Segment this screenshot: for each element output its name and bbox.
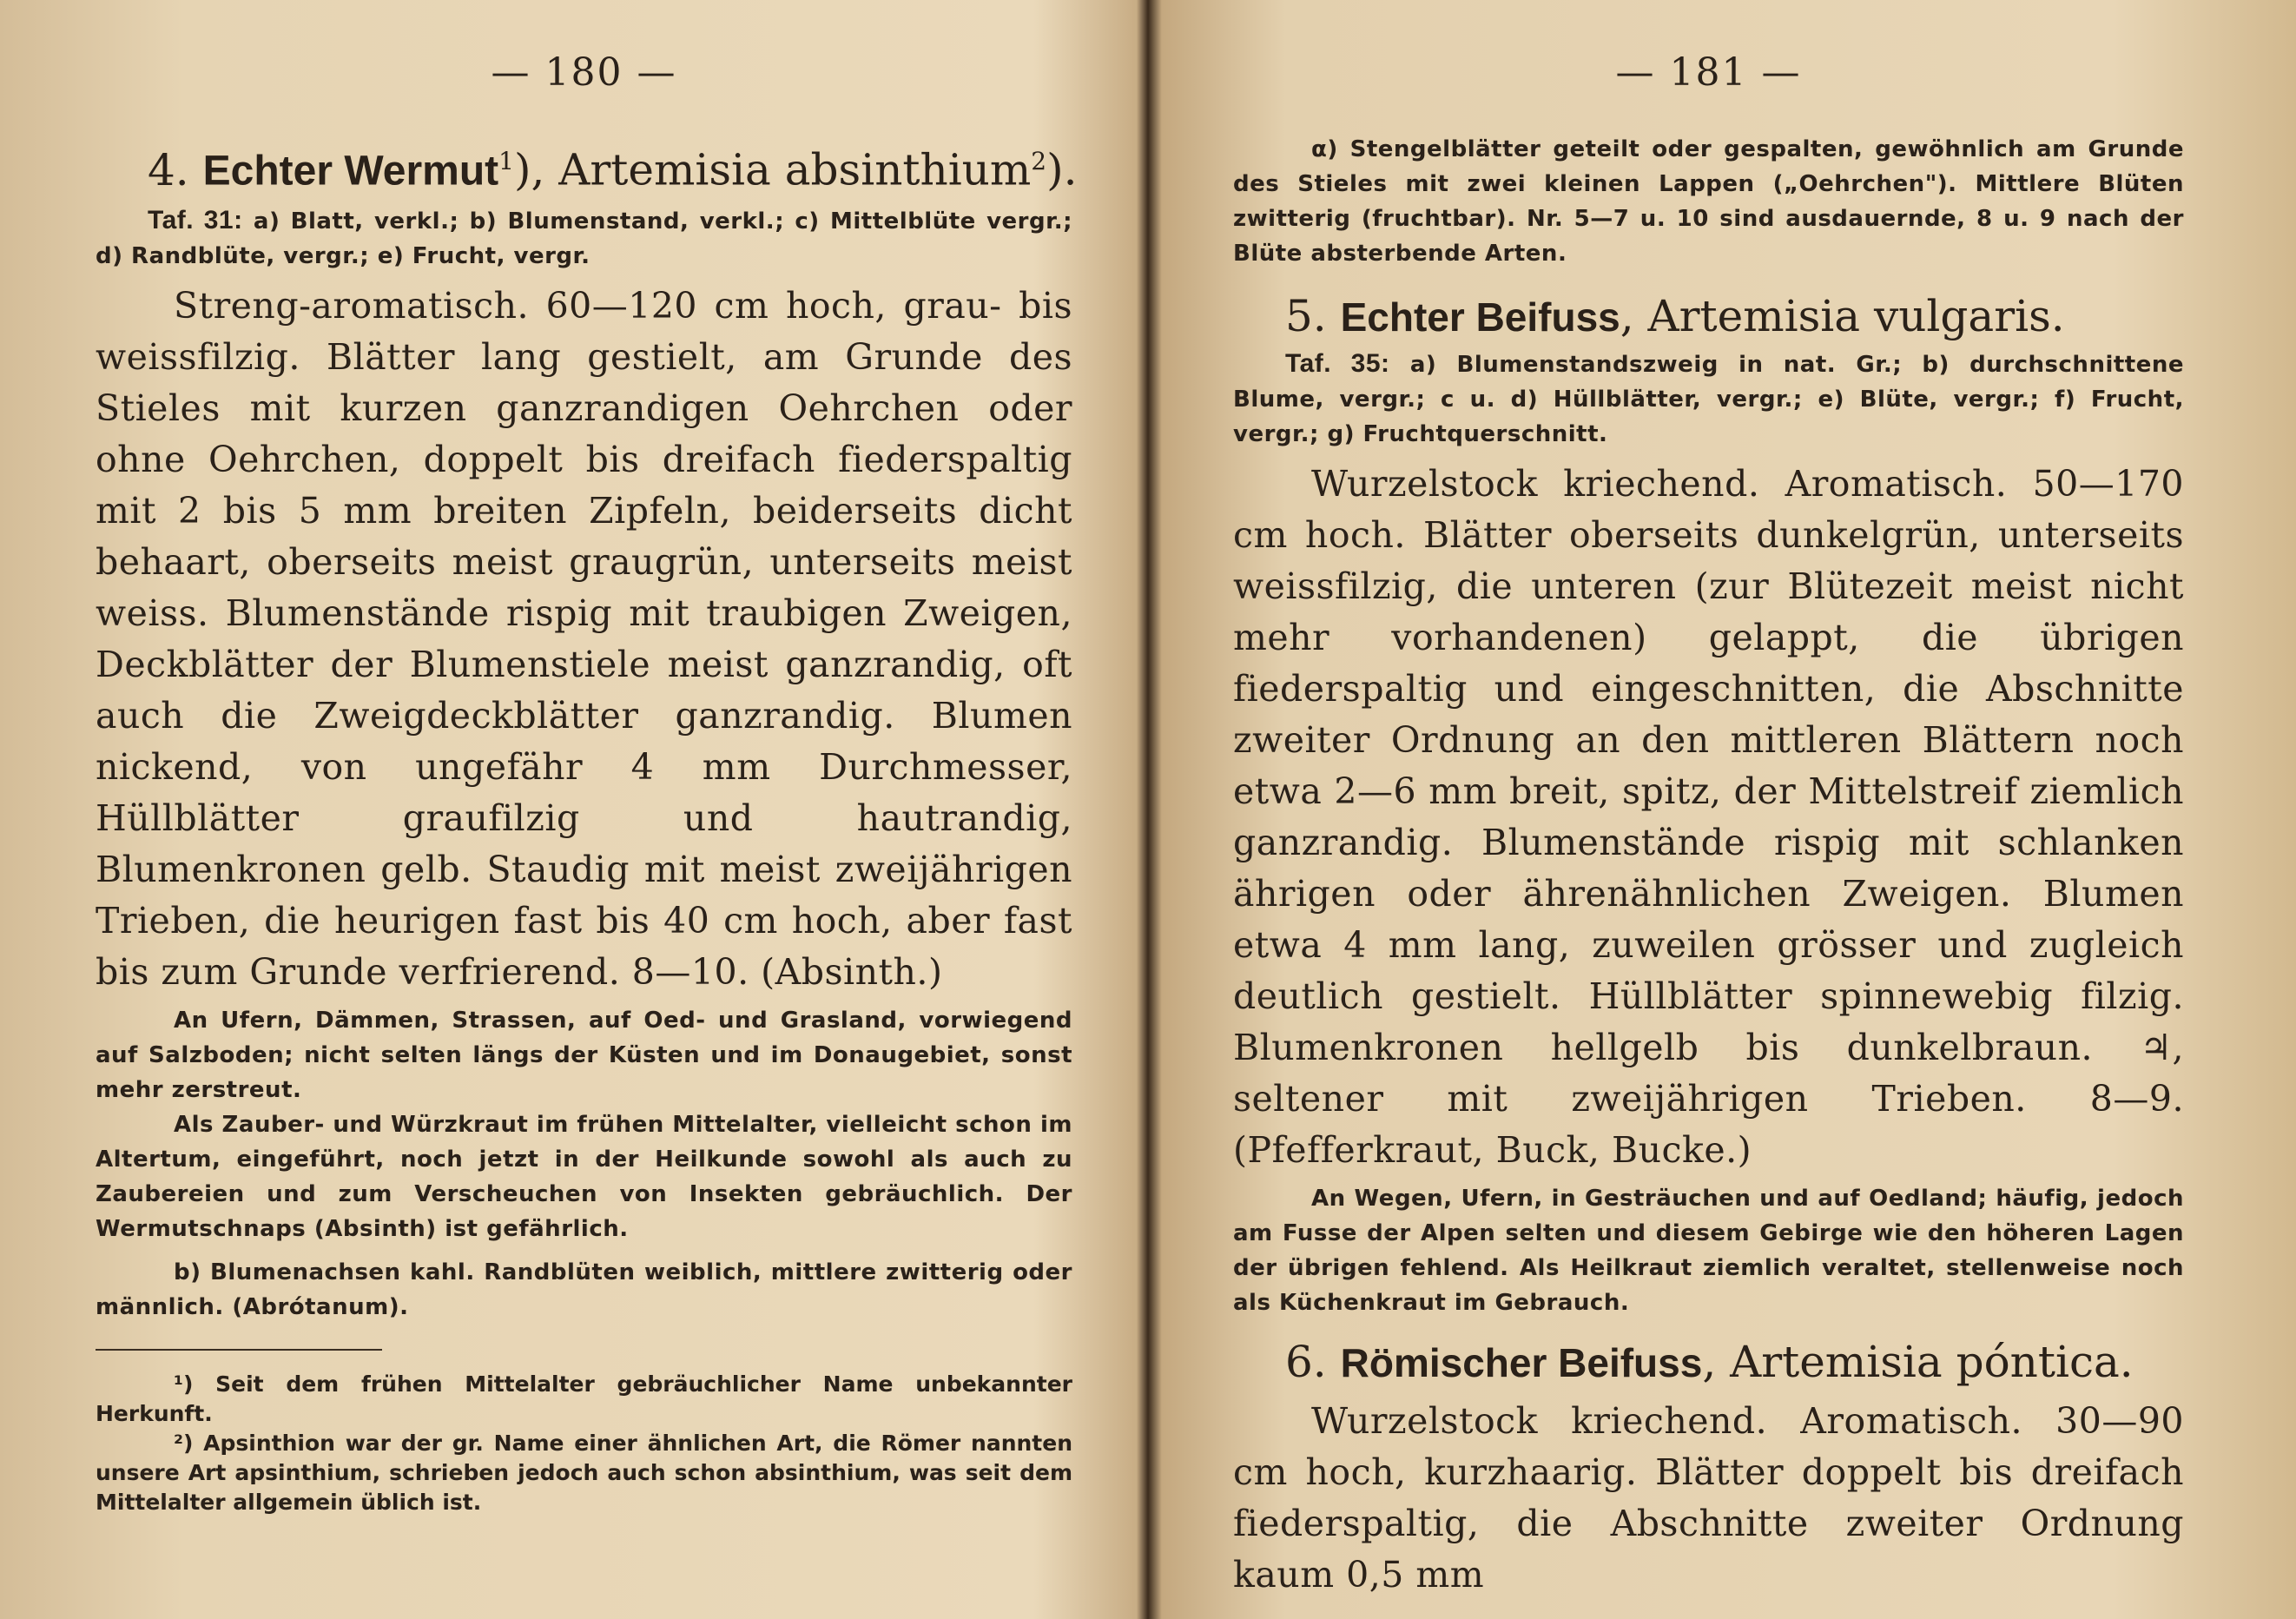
habitat-text: An Ufern, Dämmen, Strassen, auf Oed- und Grasland, vorwiegend auf Salzboden; nicht selten längs der Küsten und im Donaugebiet, sonst mehr zerstreut. bbox=[96, 1007, 1072, 1103]
footnote-1: ¹) Seit dem frühen Mittelalter gebräuchlicher Name unbekannter Herkunft. bbox=[96, 1371, 1072, 1426]
species-name: Echter Wermut bbox=[202, 148, 499, 195]
species-description: Wurzelstock kriechend. Aromatisch. 50—170 cm hoch. Blätter oberseits dunkelgrün, unterseits weissfilzig, die unteren (zur Blütezeit meist nicht mehr vorhandenen) gelappt, die übrigen fiederspaltig und eingeschnitten, die Abschnitte zweiter Ordnung an den mittleren Blättern noch etwa 2—6 mm breit, spitz, der Mittelstreif ziemlich ganzrandig. Blumenstände rispig mit schlanken ährigen oder ährenähnlichen Zweigen. Blumen etwa 4 mm lang, zuweilen grösser und zugleich deutlich gestielt. Hüllblätter spinnewebig filzig. Blumenkronen hellgelb bis dunkelbraun. ♃, seltener mit zweijährigen Trieben. 8—9. (Pfefferkraut, Buck, Bucke.) bbox=[1233, 463, 2184, 1171]
page-number: — 180 — bbox=[491, 50, 677, 95]
usage-text: Als Zauber- und Würzkraut im frühen Mittelalter, vielleicht schon im Altertum, eingeführt, noch jetzt in der Heilkunde sowohl als auch zu Zaubereien und zum Verscheuchen von Insekten gebräuchlich. Der Wermutschnaps (Absinth) ist gefährlich. bbox=[96, 1111, 1072, 1242]
species-heading: 5. Echter Beifuss, Artemisia vulgaris. bbox=[1285, 291, 2065, 341]
plate-reference: Taf. 31: a) Blatt, verkl.; b) Blumenstand, verkl.; c) Mittelblüte vergr.; d) Randblüte, vergr.; e) Frucht, vergr. bbox=[96, 205, 1073, 269]
species-name: Echter Beifuss bbox=[1340, 294, 1620, 340]
species-description: Wurzelstock kriechend. Aromatisch. 30—90 cm hoch, kurzhaarig. Blätter doppelt bis dreifach fiederspaltig, die Abschnitte zweiter Ordnung kaum 0,5 mm bbox=[1233, 1400, 2184, 1596]
species-description: Streng-aromatisch. 60—120 cm hoch, grau- bis weissfilzig. Blätter lang gestielt, am Grunde des Stieles mit kurzen ganzrandigen Oehrchen oder ohne Oehrchen, doppelt bis dreifach fiederspaltig mit 2 bis 5 mm breiten Zipfeln, beiderseits dicht behaart, oberseits meist graugrün, unterseits meist weiss. Blumenstände rispig mit traubigen Zweigen, Deckblätter der Blumenstiele meist ganzrandig, oft auch die Zweigdeckblätter ganzrandig. Blumen nickend, von ungefähr 4 mm Durchmesser, Hüllblätter graufilzig und hautrandig, Blumenkronen gelb. Staudig mit meist zweijährigen Trieben, die heurigen fast bis 40 cm hoch, aber fast bis zum Grunde verfrierend. 8—10. (Absinth.) bbox=[96, 284, 1072, 993]
page-number: — 181 — bbox=[1615, 50, 1802, 95]
species-name: Römischer Beifuss bbox=[1340, 1340, 1703, 1385]
footnote-divider bbox=[96, 1349, 382, 1351]
species-heading: 4. Echter Wermut$^1$), Artemisia absinthium$^2$). bbox=[148, 144, 1078, 195]
footnote-2: ²) Apsinthion war der gr. Name einer ähnlichen Art, die Römer nannten unsere Art apsinthium, schrieben jedoch auch schon absinthium, was seit dem Mittelalter allgemein üblich ist. bbox=[96, 1430, 1072, 1515]
habitat-text: An Wegen, Ufern, in Gesträuchen und auf Oedland; häufig, jedoch am Fusse der Alpen selten und diesem Gebirge wie den höheren Lagen der übrigen fehlend. Als Heilkraut ziemlich veraltet, stellenweise noch als Küchenkraut im Gebrauch. bbox=[1233, 1186, 2184, 1316]
variant-text: b) Blumenachsen kahl. Randblüten weiblich, mittlere zwitterig oder männlich. (Abrótanum). bbox=[96, 1259, 1072, 1320]
plate-reference: Taf. 35: a) Blumenstandszweig in nat. Gr.; b) durchschnittene Blume, vergr.; c u. d) Hüllblätter, vergr.; e) Blüte, vergr.; f) Frucht, vergr.; g) Fruchtquerschnitt. bbox=[1233, 349, 2184, 447]
right-page bbox=[1233, 0, 2184, 1619]
species-heading: 6. Römischer Beifuss, Artemisia póntica. bbox=[1285, 1337, 2134, 1387]
group-note: α) Stengelblätter geteilt oder gespalten, gewöhnlich am Grunde des Stieles mit zwei kleinen Lappen („Oehrchen"). Mittlere Blüten zwitterig (fruchtbar). Nr. 5—7 u. 10 sind ausdauernde, 8 u. 9 nach der Blüte absterbende Arten. bbox=[1233, 136, 2184, 267]
left-page bbox=[96, 0, 1078, 1619]
